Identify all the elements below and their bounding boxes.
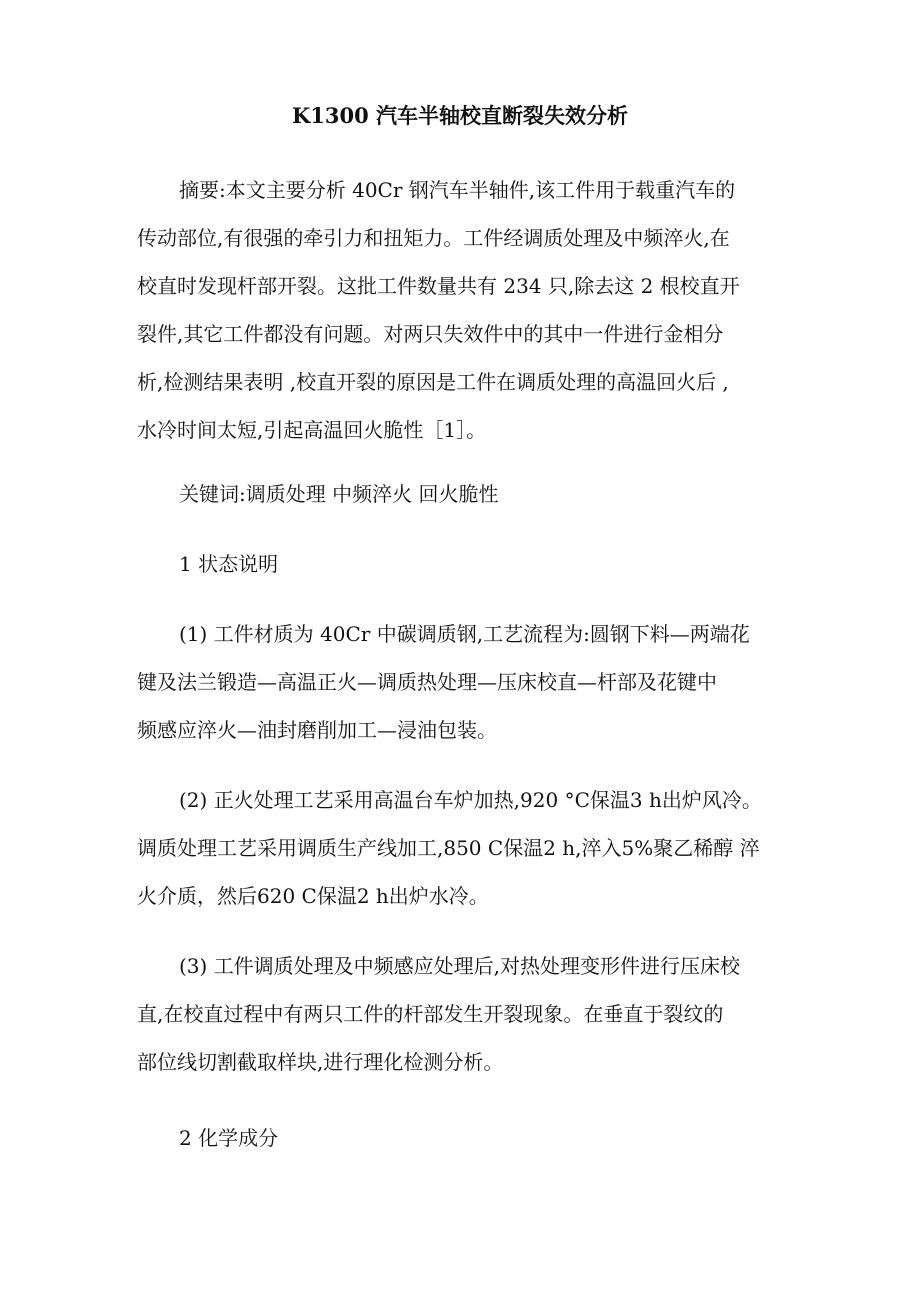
- item-3-line: 部位线切割截取样块,进行理化检测分析。: [137, 1050, 504, 1074]
- item-2-line: 火介质，然后620 C保温2 h出炉水冷。: [137, 884, 489, 908]
- section-1-heading: 1 状态说明: [179, 552, 279, 576]
- item-2-paragraph: [137, 776, 787, 920]
- abstract-paragraph: [137, 166, 787, 454]
- section-2-heading: 2 化学成分: [179, 1126, 279, 1150]
- abstract-line: 水冷时间太短,引起高温回火脆性［1］。: [137, 418, 487, 442]
- item-3-paragraph: [137, 942, 787, 1086]
- abstract-line: 校直时发现杆部开裂。这批工件数量共有 234 只,除去这 2 根校直开: [137, 274, 740, 298]
- keywords-line: 关键词:调质处理 中频淬火 回火脆性: [179, 482, 499, 506]
- item-1-paragraph: [137, 610, 787, 754]
- abstract-line: 传动部位,有很强的牵引力和扭矩力。工件经调质处理及中频淬火,在: [137, 226, 730, 250]
- item-1-line: (1) 工件材质为 40Cr 中碳调质钢,工艺流程为:圆钢下料—两端花: [179, 622, 750, 646]
- document-title: K1300 汽车半轴校直断裂失效分析: [291, 103, 628, 128]
- abstract-line: 摘要:本文主要分析 40Cr 钢汽车半轴件,该工件用于载重汽车的: [179, 178, 736, 202]
- abstract-line: 析,检测结果表明 ,校直开裂的原因是工件在调质处理的高温回火后 ,: [137, 370, 729, 394]
- item-1-line: 键及法兰锻造—高温正火—调质热处理—压床校直—杆部及花键中: [137, 670, 717, 694]
- item-2-line: (2) 正火处理工艺采用高温台车炉加热,920 °C保温3 h出炉风冷。: [179, 788, 762, 812]
- item-2-line: 调质处理工艺采用调质生产线加工,850 C保温2 h,淬入5%聚乙稀醇 淬: [137, 836, 760, 860]
- abstract-line: 裂件,其它工件都没有问题。对两只失效件中的其中一件进行金相分: [137, 322, 724, 346]
- item-3-line: 直,在校直过程中有两只工件的杆部发生开裂现象。在垂直于裂纹的: [137, 1002, 724, 1026]
- item-3-line: (3) 工件调质处理及中频感应处理后,对热处理变形件进行压床校: [179, 954, 741, 978]
- item-1-line: 频感应淬火—油封磨削加工—浸油包装。: [137, 718, 497, 742]
